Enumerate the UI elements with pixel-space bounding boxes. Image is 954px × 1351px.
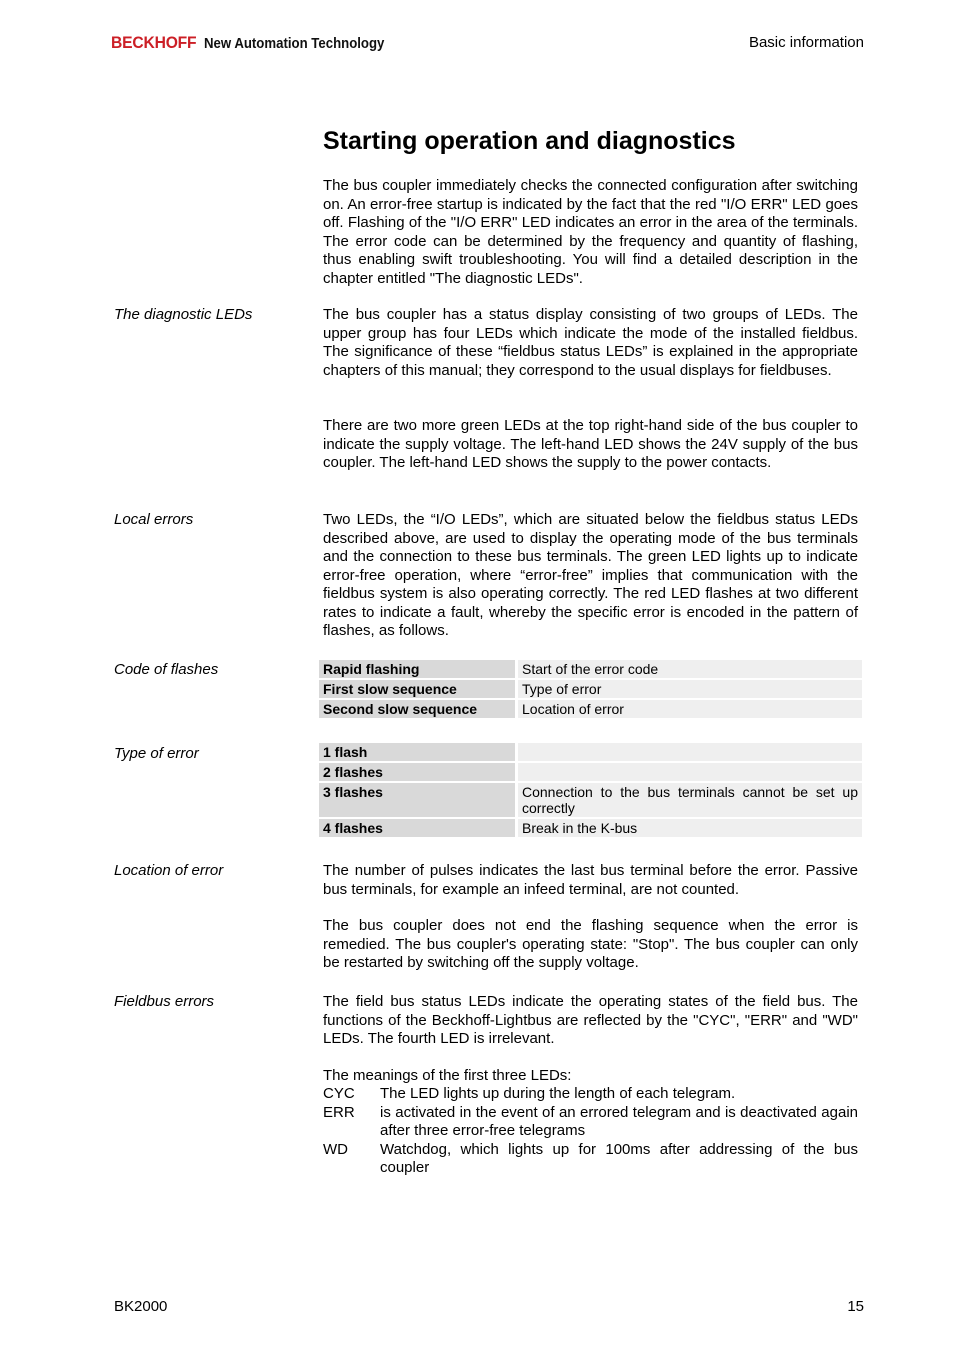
- side-label-fieldbus-errors: Fieldbus errors: [114, 993, 215, 1010]
- side-label-diagnostic-leds: The diagnostic LEDs: [114, 306, 253, 323]
- table-value: Break in the K-bus: [518, 819, 862, 837]
- table-key: 4 flashes: [319, 819, 515, 837]
- page-number: 15: [847, 1298, 864, 1315]
- led-code: ERR: [323, 1103, 355, 1121]
- led-meaning-list: [323, 1085, 858, 1178]
- brand-name: BECKHOFF: [111, 33, 197, 52]
- table-value: [518, 743, 862, 761]
- local-errors-paragraph: Two LEDs, the “I/O LEDs”, which are situated below the fieldbus status LEDs described above, are used to display the operating mode of the bus terminals and the connection to these bus terminals. The green LED lights up to indicate error-free operation, where “error-free” implies that communication with the fieldbus system is also operating correctly. The red LED flashes at two different rates to indicate a fault, whereby the specific error is encoded in the pattern of flashes, as follows.: [323, 511, 858, 639]
- location-of-error-paragraph-2: The bus coupler does not end the flashing sequence when the error is remedied. The bus coupler's operating state: "Stop". The bus coupler can only be restarted by switching off the supply voltage.: [323, 917, 858, 971]
- led-description: The LED lights up during the length of each telegram.: [380, 1085, 736, 1102]
- side-label-type-of-error: Type of error: [114, 745, 199, 762]
- intro-paragraph: The bus coupler immediately checks the connected configuration after switching on. An error-free startup is indicated by the fact that the red "I/O ERR" LED goes off. Flashing of the "I/O ERR" LED indicates an error in the area of the terminals. The error code can be determined by the frequency and quantity of flashing, thus enabling swift troubleshooting. You will find a detailed description in the chapter entitled "The diagnostic LEDs".: [323, 177, 858, 287]
- list-item: [323, 1141, 858, 1178]
- beckhoff-logo: [111, 33, 409, 53]
- brand-tagline: New Automation Technology: [204, 35, 385, 52]
- table-key: First slow sequence: [319, 680, 515, 698]
- list-item: [323, 1085, 858, 1104]
- table-value: Start of the error code: [518, 660, 862, 678]
- table-row: [319, 680, 862, 698]
- code-of-flashes-table: [319, 658, 862, 720]
- section-header: Basic information: [748, 34, 864, 51]
- table-key: 2 flashes: [319, 763, 515, 781]
- footer-product: BK2000: [114, 1298, 168, 1315]
- table-row: [319, 660, 862, 678]
- led-code: CYC: [323, 1085, 355, 1102]
- list-item: [323, 1104, 858, 1141]
- table-row: [319, 819, 862, 837]
- table-value: Type of error: [518, 680, 862, 698]
- table-key: 3 flashes: [319, 783, 515, 817]
- table-key: Second slow sequence: [319, 700, 515, 718]
- side-label-local-errors: Local errors: [114, 511, 194, 528]
- diagnostic-leds-paragraph-2: There are two more green LEDs at the top right-hand side of the bus coupler to indicate the supply voltage. The left-hand LED shows the 24V supply of the bus coupler. The left-hand LED shows the supply to the power contacts.: [323, 417, 858, 471]
- led-description: is activated in the event of an errored telegram and is deactivated again after three error-free telegrams: [380, 1103, 858, 1139]
- type-of-error-table: [319, 741, 862, 839]
- table-row: [319, 743, 862, 761]
- table-value: Location of error: [518, 700, 862, 718]
- table-row: [319, 783, 862, 817]
- side-label-code-of-flashes: Code of flashes: [114, 661, 219, 678]
- location-of-error-paragraph-1: The number of pulses indicates the last bus terminal before the error. Passive bus terminals, for example an infeed terminal, are not counted.: [323, 862, 858, 898]
- table-key: Rapid flashing: [319, 660, 515, 678]
- table-row: [319, 700, 862, 718]
- led-list-intro: The meanings of the first three LEDs:: [323, 1067, 572, 1084]
- diagnostic-leds-paragraph-1: The bus coupler has a status display consisting of two groups of LEDs. The upper group has four LEDs which indicate the mode of the installed fieldbus. The significance of these “fieldbus status LEDs” is explained in the appropriate chapters of this manual; they correspond to the usual displays for fieldbuses.: [323, 306, 858, 379]
- table-value: Connection to the bus terminals cannot be set up correctly: [518, 783, 862, 817]
- fieldbus-errors-paragraph: The field bus status LEDs indicate the operating states of the field bus. The functions of the Beckhoff-Lightbus are reflected by the "CYC", "ERR" and "WD" LEDs. The fourth LED is irrelevant.: [323, 993, 858, 1047]
- table-value: [518, 763, 862, 781]
- page-title: Starting operation and diagnostics: [323, 127, 736, 155]
- led-description: Watchdog, which lights up for 100ms after addressing of the bus coupler: [380, 1140, 858, 1176]
- table-row: [319, 763, 862, 781]
- side-label-location-of-error: Location of error: [114, 862, 224, 879]
- table-key: 1 flash: [319, 743, 515, 761]
- led-code: WD: [323, 1140, 348, 1158]
